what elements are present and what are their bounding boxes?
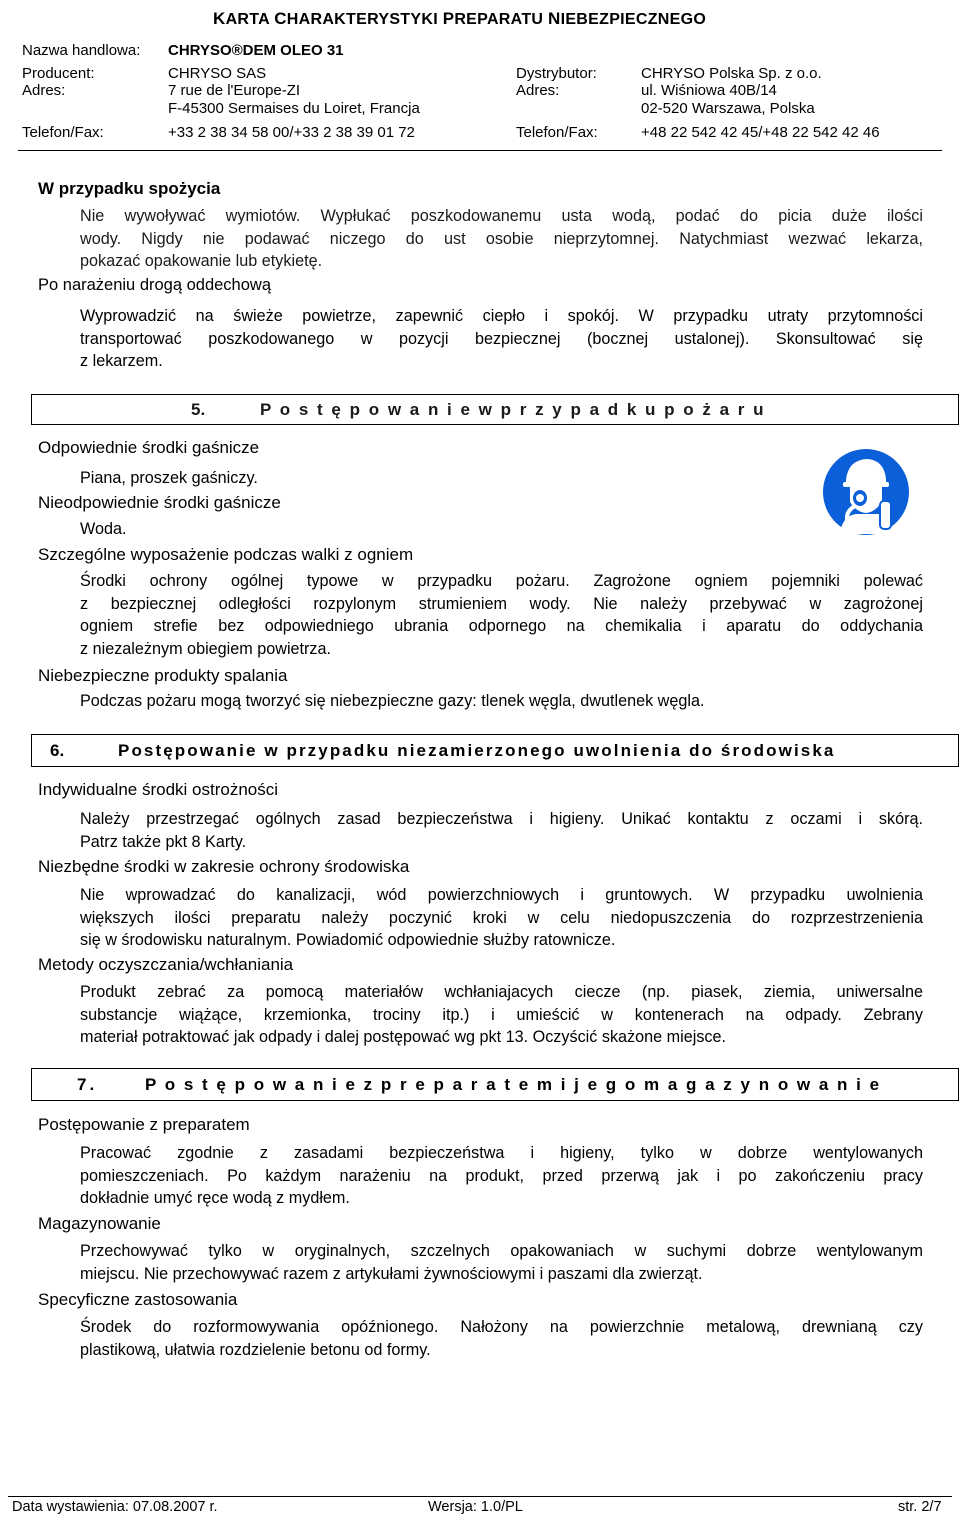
section-6-title: Postępowanie w przypadku niezamierzonego uwolnienia do środowiska: [118, 741, 836, 760]
ingestion-heading: W przypadku spożycia: [38, 179, 221, 198]
combustion-products-text: Podczas pożaru mogą tworzyć się niebezpieczne gazy: tlenek węgla, dwutlenek węgla.: [80, 692, 705, 710]
section-5-title: P o s t ę p o w a n i e w p r z y p a d k u p o ż a r u: [260, 400, 764, 419]
firefighting-equipment-heading: Szczególne wyposażenie podczas walki z ogniem: [38, 545, 414, 564]
section-6-header: [31, 734, 959, 767]
handling-text: Pracować zgodnie z zasadami bezpieczeństwa i higieny, tylko w dobrze wentylowanych pomieszczeniach. Po każdym narażeniu na produkt, przed przerwą jak i po zakończeniu pracy dokładnie umyć ręce wodą z mydłem.: [80, 1144, 923, 1208]
producer-value: CHRYSO SAS: [168, 65, 267, 82]
distributor-label: Dystrybutor:: [516, 65, 597, 82]
firefighting-equipment-text: Środki ochrony ogólnej typowe w przypadku pożaru. Zagrożone ogniem pojemniki polewać z bezpiecznej odległości rozpylonym strumieniem wody. Nie należy przebywać w zagrożonej ogniem strefie bez odpowiedniego ubrania odpornego na chemikalia i aparatu do oddychania z niezależnym obiegiem powietrza.: [80, 572, 923, 659]
section-5-number: 5.: [191, 400, 206, 419]
personal-precautions-text: Należy przestrzegać ogólnych zasad bezpieczeństwa i higieny. Unikać kontaktu z oczami i skórą. Patrz także pkt 8 Karty.: [80, 810, 923, 851]
document-title: KARTA CHARAKTERYSTYKI PREPARATU NIEBEZPIECZNEGO: [213, 9, 707, 28]
section-6-number: 6.: [50, 741, 65, 760]
producer-phone: +33 2 38 34 58 00/+33 2 38 39 01 72: [168, 124, 415, 141]
distributor-phone: +48 22 542 42 45/+48 22 542 42 46: [641, 124, 880, 141]
specific-uses-text: Środek do rozformowywania opóźnionego. Nałożony na powierzchnie metalową, drewnianą czy plastikową, ułatwia rozdzielenie betonu od formy.: [80, 1318, 923, 1359]
environmental-precautions-text: Nie wprowadzać do kanalizacji, wód powierzchniowych i gruntowych. W przypadku uwolnienia większych ilości preparatu należy poczynić kroki w celu niedopuszczenia do rozprzestrzenienia się w środowisku naturalnym. Powiadomić odpowiednie służby ratownicze.: [80, 886, 923, 950]
producer-label: Producent:: [22, 65, 95, 82]
personal-precautions-heading: Indywidualne środki ostrożności: [38, 780, 279, 799]
ingestion-text: Nie wywoływać wymiotów. Wypłukać poszkodowanemu usta wodą, podać do picia duże ilości wody. Nigdy nie podawać niczego do ust osobie nieprzytomnej. Natychmiast wezwać lekarza, pokazać opakowanie lub etykietę.: [80, 207, 923, 271]
storage-text: Przechowywać tylko w oryginalnych, szczelnych opakowaniach w suchymi dobrze wentylowanym miejscu. Nie przechowywać razem z artykułami żywnościowymi i paszami dla zwierząt.: [80, 1242, 923, 1283]
header-divider: [18, 150, 942, 151]
distributor-phone-label: Telefon/Fax:: [516, 124, 598, 141]
producer-phone-label: Telefon/Fax:: [22, 124, 104, 141]
version: Wersja: 1.0/PL: [428, 1499, 523, 1515]
page-number: str. 2/7: [898, 1499, 942, 1515]
footer-divider: [8, 1496, 952, 1497]
section-7-title: P o s t ę p o w a n i e z p r e p a r a t e m i j e g o m a g a z y n o w a n i e: [145, 1075, 880, 1094]
respirator-mandatory-icon: [820, 446, 912, 538]
combustion-products-heading: Niebezpieczne produkty spalania: [38, 666, 288, 685]
distributor-address-label: Adres:: [516, 82, 560, 99]
section-5-header: [31, 394, 959, 425]
suitable-media-heading: Odpowiednie środki gaśnicze: [38, 438, 260, 457]
trade-name-label: Nazwa handlowa:: [22, 42, 141, 59]
producer-address-line1: 7 rue de l'Europe-ZI: [168, 82, 301, 99]
issue-date: Data wystawienia: 07.08.2007 r.: [12, 1499, 218, 1515]
handling-heading: Postępowanie z preparatem: [38, 1115, 250, 1134]
specific-uses-heading: Specyficzne zastosowania: [38, 1290, 238, 1309]
producer-address-label: Adres:: [22, 82, 66, 99]
distributor-value: CHRYSO Polska Sp. z o.o.: [641, 65, 822, 82]
environmental-precautions-heading: Niezbędne środki w zakresie ochrony środowiska: [38, 857, 410, 876]
inhalation-text: Wyprowadzić na świeże powietrze, zapewnić ciepło i spokój. W przypadku utraty przytomności transportować poszkodowanego w pozycji bezpiecznej (bocznej ustalonej). Skonsultować się z lekarzem.: [80, 307, 923, 371]
section-7-number: 7.: [77, 1075, 98, 1094]
cleanup-methods-heading: Metody oczyszczania/wchłaniania: [38, 955, 294, 974]
section-7-header: [31, 1068, 959, 1101]
distributor-address-line1: ul. Wiśniowa 40B/14: [641, 82, 777, 99]
suitable-media-text: Piana, proszek gaśniczy.: [80, 469, 258, 487]
producer-address-line2: F-45300 Sermaises du Loiret, Francja: [168, 100, 420, 117]
cleanup-methods-text: Produkt zebrać za pomocą materiałów wchłaniajacych ciecze (np. piasek, ziemia, uniwersalne substancje wiążące, krzemionka, trociny itp.) i umieścić w kontenerach na odpady. Zebrany materiał potraktować jak odpady i dalej postępować wg pkt 13. Oczyścić skażone miejsce.: [80, 983, 923, 1047]
trade-name-value: CHRYSO®DEM OLEO 31: [168, 42, 344, 59]
distributor-address-line2: 02-520 Warszawa, Polska: [641, 100, 815, 117]
unsuitable-media-heading: Nieodpowiednie środki gaśnicze: [38, 493, 281, 512]
storage-heading: Magazynowanie: [38, 1214, 161, 1233]
unsuitable-media-text: Woda.: [80, 520, 127, 538]
inhalation-heading: Po narażeniu drogą oddechową: [38, 276, 272, 294]
